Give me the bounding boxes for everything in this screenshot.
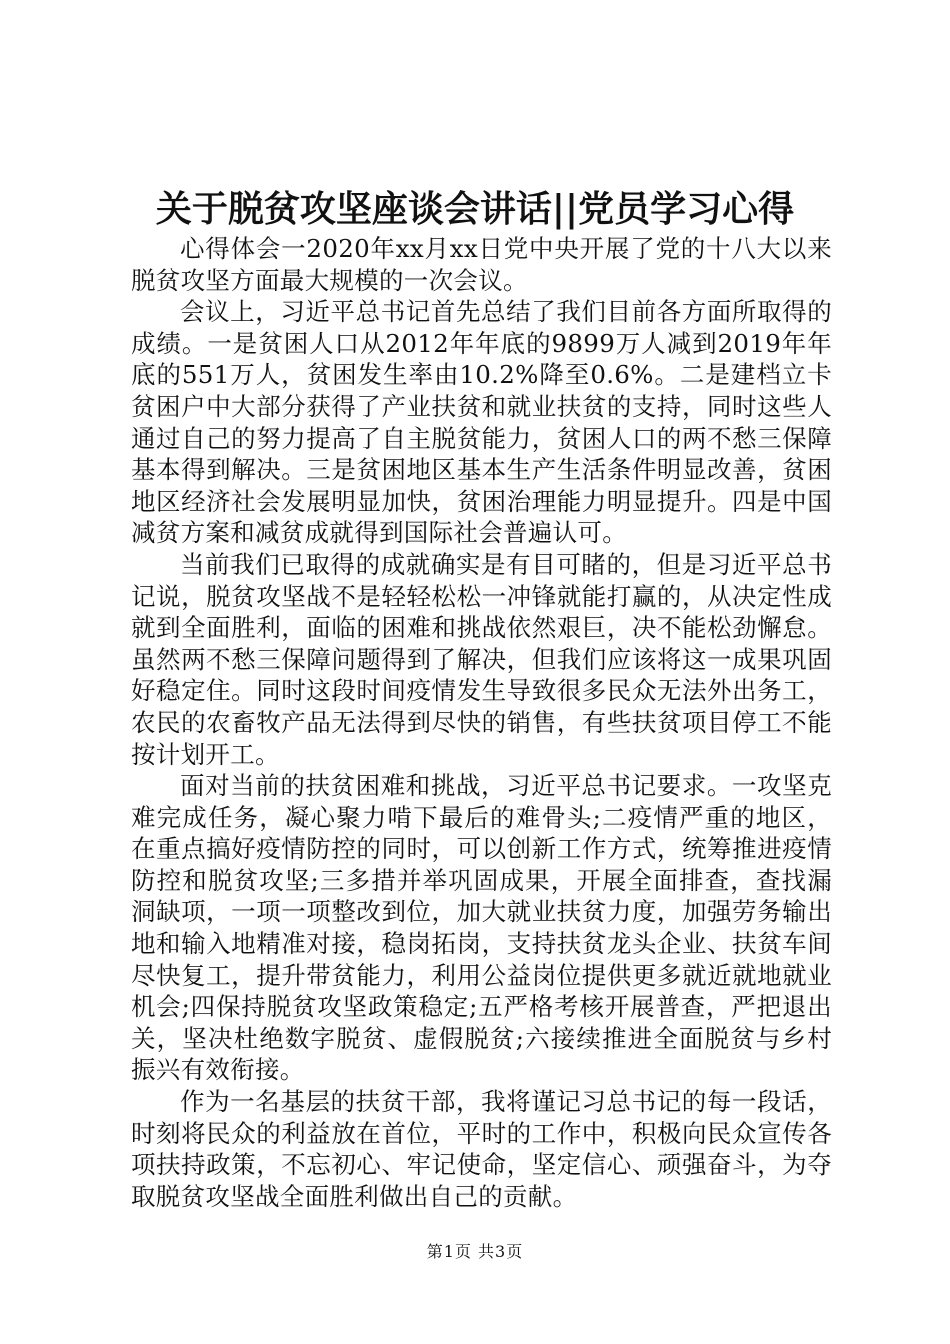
paragraph-3: 当前我们已取得的成就确实是有目可睹的，但是习近平总书记说，脱贫攻坚战不是轻轻松松一冲锋就能打赢的，从决定性成就到全面胜利，面临的困难和挑战依然艰巨，决不能松劲懈怠。虽然两不愁三保障问题得到了解决，但我们应该将这一成果巩固好稳定住。同时这段时间疫情发生导致很多民众无法外出务工，农民的农畜牧产品无法得到尽快的销售，有些扶贫项目停工不能按计划开工。	[131, 549, 832, 769]
document-body	[131, 233, 832, 1212]
document-title: 关于脱贫攻坚座谈会讲话||党员学习心得	[155, 188, 795, 230]
paragraph-2: 会议上，习近平总书记首先总结了我们目前各方面所取得的成绩。一是贫困人口从2012年年底的9899万人减到2019年年底的551万人，贫困发生率由10.2%降至0.6%。二是建档立卡贫困户中大部分获得了产业扶贫和就业扶贫的支持，同时这些人通过自己的努力提高了自主脱贫能力，贫困人口的两不愁三保障基本得到解决。三是贫困地区基本生产生活条件明显改善，贫困地区经济社会发展明显加快，贫困治理能力明显提升。四是中国减贫方案和减贫成就得到国际社会普遍认可。	[131, 297, 832, 548]
paragraph-1: 心得体会一2020年xx月xx日党中央开展了党的十八大以来脱贫攻坚方面最大规模的一次会议。	[131, 234, 832, 295]
paragraph-4: 面对当前的扶贫困难和挑战，习近平总书记要求。一攻坚克难完成任务，凝心聚力啃下最后的难骨头;二疫情严重的地区，在重点搞好疫情防控的同时，可以创新工作方式，统筹推进疫情防控和脱贫攻坚;三多措并举巩固成果，开展全面排查，查找漏洞缺项，一项一项整改到位，加大就业扶贫力度，加强劳务输出地和输入地精准对接，稳岗拓岗，支持扶贫龙头企业、扶贫车间尽快复工，提升带贫能力，利用公益岗位提供更多就近就地就业机会;四保持脱贫攻坚政策稳定;五严格考核开展普查，严把退出关，坚决杜绝数字脱贫、虚假脱贫;六接续推进全面脱贫与乡村振兴有效衔接。	[131, 771, 832, 1085]
page-number-footer: 第1页 共3页	[426, 1242, 524, 1261]
paragraph-5: 作为一名基层的扶贫干部，我将谨记习总书记的每一段话，时刻将民众的利益放在首位，平时的工作中，积极向民众宣传各项扶持政策，不忘初心、牢记使命，坚定信心、顽强奋斗，为夺取脱贫攻坚战全面胜利做出自己的贡献。	[131, 1087, 832, 1211]
